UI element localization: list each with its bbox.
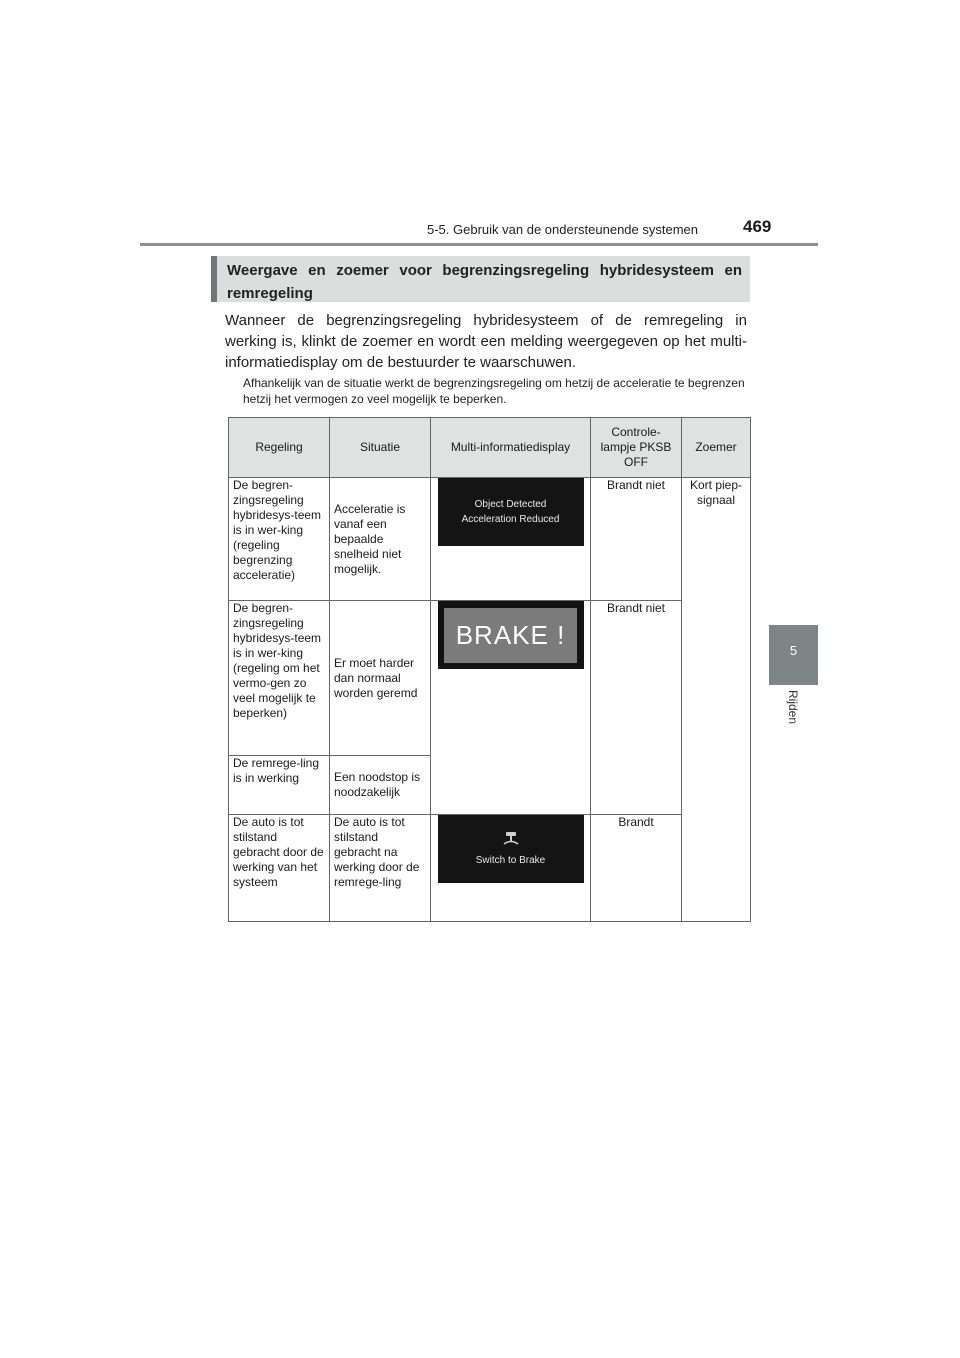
chapter-number: 5: [789, 643, 798, 658]
display-line-2: Acceleration Reduced: [461, 514, 560, 525]
header-rule: [140, 243, 818, 246]
display-object-detected: [438, 478, 584, 546]
page-number: 469: [743, 217, 772, 236]
row2-lampje: Brandt niet: [591, 601, 682, 815]
row4-display: [431, 815, 591, 922]
row1-regeling: De begren-zingsregeling hybridesys-teem is in wer-king (regeling begrenzing acceleratie): [229, 478, 330, 601]
row3-regeling: De remrege-ling is in werking: [229, 756, 330, 815]
header-situatie: Situatie: [330, 418, 431, 478]
row2-display: [431, 601, 591, 815]
header-zoemer: Zoemer: [682, 418, 751, 478]
intro-paragraph: Wanneer de begrenzingsregeling hybridesysteem of de remregeling in werking is, klinkt de zoemer en wordt een melding weergegeven op het multi-informatiedisplay om de bestuurder te waarschuwen.: [225, 312, 747, 371]
chapter-tab: [769, 625, 818, 685]
zoemer-cell: Kort piep-signaal: [682, 478, 751, 922]
header-regeling: Regeling: [229, 418, 330, 478]
header-lampje: Controle-lampje PKSB OFF: [591, 418, 682, 478]
chapter-label: Rijden: [786, 690, 800, 725]
control-table: [228, 417, 751, 922]
row4-situatie: De auto is tot stilstand gebracht na werking door de remrege-ling: [330, 815, 431, 922]
row3-situatie: Een noodstop is noodzakelijk: [330, 756, 431, 815]
display-switch-to-brake: [438, 815, 584, 883]
row1-display: [431, 478, 591, 601]
running-header: 5-5. Gebruik van de ondersteunende systemen: [427, 222, 699, 237]
brake-pedal-icon: [502, 831, 520, 845]
header-display: Multi-informatiedisplay: [431, 418, 591, 478]
display-brake: [438, 601, 584, 669]
row2-regeling: De begren-zingsregeling hybridesys-teem is in wer-king (regeling om het vermo-gen zo veel mogelijk te beperken): [229, 601, 330, 756]
table-row: [229, 601, 751, 756]
brake-text: BRAKE !: [444, 608, 577, 663]
note-paragraph: Afhankelijk van de situatie werkt de begrenzingsregeling om hetzij de acceleratie te begrenzen hetzij het vermogen zo veel mogelijk te beperken.: [243, 376, 745, 406]
section-title: Weergave en zoemer voor begrenzingsregeling hybridesysteem en remregeling: [211, 256, 750, 302]
row4-lampje: Brandt: [591, 815, 682, 922]
row4-regeling: De auto is tot stilstand gebracht door de werking van het systeem: [229, 815, 330, 922]
row1-lampje: Brandt niet: [591, 478, 682, 601]
row2-situatie: Er moet harder dan normaal worden geremd: [330, 601, 431, 756]
table-row: [229, 478, 751, 601]
table-row: [229, 815, 751, 922]
display-switch-text: Switch to Brake: [475, 854, 546, 866]
table-header-row: [229, 418, 751, 478]
row1-situatie: Acceleratie is vanaf een bepaalde snelheid niet mogelijk.: [330, 478, 431, 601]
display-line-1: Object Detected: [474, 499, 547, 510]
